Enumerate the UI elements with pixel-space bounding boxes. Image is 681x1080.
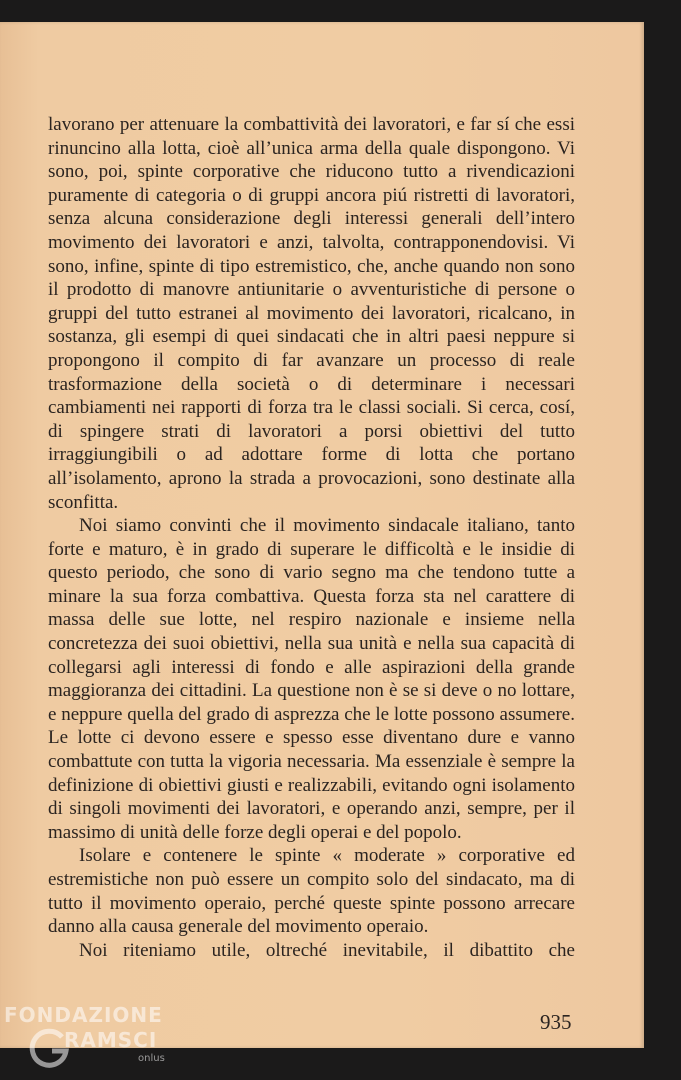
paragraph-3: Isolare e contenere le spinte « moderate » corporative ed estremistiche non può essere un compito solo del sindacato, ma di tutto il movimento operaio, perché queste spinte possono arrecare danno alla causa generale del movimento operaio. [48,845,575,938]
watermark-line-2: RAMSCI [64,1028,158,1052]
body-text [48,113,575,962]
paragraph-1: lavorano per attenuare la combattività dei lavoratori, e far sí che essi rinuncino alla lotta, cioè all’unica arma della quale dispongono. Vi sono, poi, spinte corporative che riducono tutto a rivendicazioni puramente di categoria o di gruppi ancora piú ristretti di lavoratori, senza alcuna considerazione degli interessi generali dell’intero movimento dei lavoratori e anzi, talvolta, contrapponendovisi. Vi sono, infine, spinte di tipo estremistico, che, anche quando non sono il prodotto di manovre antiunitarie o avventuristiche di persone o gruppi del tutto estranei al movimento dei lavoratori, ricalcano, in sostanza, gli esempi di quei sindacati che in altri paesi neppure si propongono il compito di far avanzare un processo di reale trasformazione della società o di determinare i necessari cambiamenti nei rapporti di forza tra le classi sociali. Si cerca, cosí, di spingere strati di lavoratori a porsi obiettivi del tutto irraggiungibili o ad adottare forme di lotta che portano all’isolamento, aprono la strada a provocazioni, sono destinate alla sconfitta. [48,114,575,513]
paragraph-2: Noi siamo convinti che il movimento sindacale italiano, tanto forte e maturo, è in grado di superare le difficoltà e le insidie di questo periodo, che sono di vario segno ma che tendono tutte a minare la sua forza combattiva. Questa forza sta nel carattere di massa delle sue lotte, nel respiro nazionale e insieme nella concretezza dei suoi obiettivi, nella sua unità e nella sua capacità di collegarsi agli interessi di fondo e alle aspirazioni della grande maggioranza dei cittadini. La questione non è se si deve o no lottare, e neppure quella del grado di asprezza che le lotte possono assumere. Le lotte ci devono essere e spesso esse diventano dure e vanno combattute con tutta la vigoria necessaria. Ma essenziale è sempre la definizione di obiettivi giusti e realizzabili, evitando ogni isolamento di singoli movimenti dei lavoratori, e operando anzi, sempre, per il massimo di unità delle forze degli operai e del popolo. [48,515,575,843]
fondazione-gramsci-watermark [4,1003,204,1078]
book-page [0,22,644,1048]
page-number: 935 [540,1010,572,1034]
watermark-onlus: onlus [138,1053,165,1064]
watermark-line-1: FONDAZIONE [4,1003,163,1027]
paragraph-4: Noi riteniamo utile, oltreché inevitabile, il dibattito che [79,939,575,961]
